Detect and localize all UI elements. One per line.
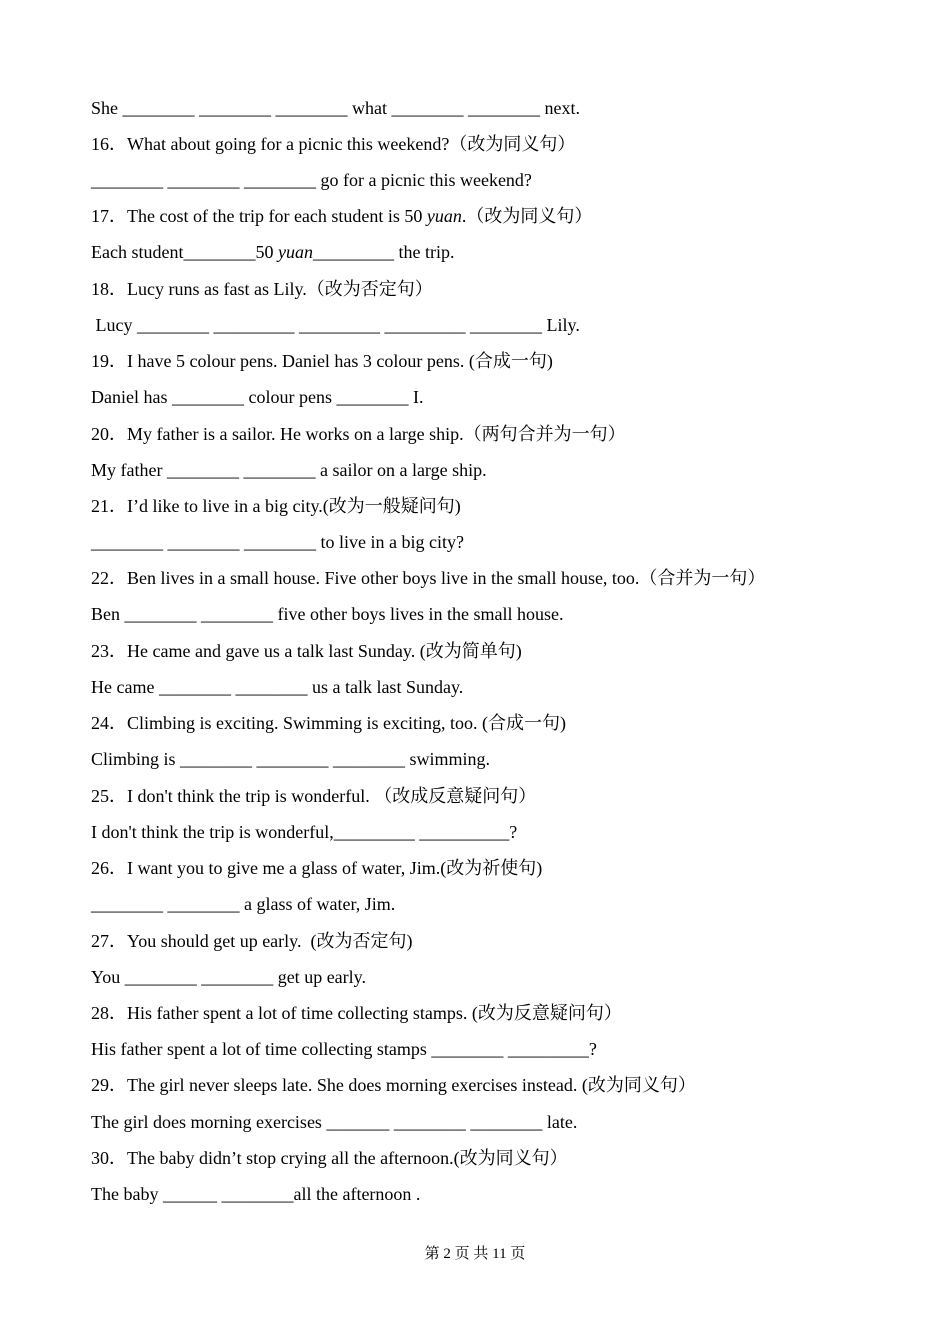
answer-line-16: ________ ________ ________ go for a picnic this weekend? bbox=[91, 170, 532, 190]
question-25: 25．I don't think the trip is wonderful. （改成反意疑问句） bbox=[91, 786, 537, 806]
question-18: 18．Lucy runs as fast as Lily.（改为否定句） bbox=[91, 279, 433, 299]
answer-line-26: ________ ________ a glass of water, Jim. bbox=[91, 894, 396, 914]
answer-line-19: Daniel has ________ colour pens ________ I. bbox=[91, 387, 424, 407]
question-28: 28．His father spent a lot of time collecting stamps. (改为反意疑问句） bbox=[91, 1003, 622, 1023]
question-19: 19．I have 5 colour pens. Daniel has 3 colour pens. (合成一句) bbox=[91, 351, 553, 371]
question-24: 24．Climbing is exciting. Swimming is exciting, too. (合成一句) bbox=[91, 713, 566, 733]
answer-line-29: The girl does morning exercises _______ ________ ________ late. bbox=[91, 1112, 578, 1132]
question-29: 29．The girl never sleeps late. She does morning exercises instead. (改为同义句） bbox=[91, 1075, 696, 1095]
page-footer: 第 2 页 共 11 页 bbox=[424, 1246, 526, 1262]
answer-line-30: The baby ______ ________all the afternoon . bbox=[91, 1184, 421, 1204]
answer-line-22: Ben ________ ________ five other boys lives in the small house. bbox=[91, 604, 564, 624]
answer-line-18: Lucy ________ _________ _________ _________ ________ Lily. bbox=[91, 315, 580, 335]
question-23: 23．He came and gave us a talk last Sunday. (改为简单句) bbox=[91, 641, 522, 661]
question-26: 26．I want you to give me a glass of water, Jim.(改为祈使句) bbox=[91, 858, 543, 878]
answer-line-17: Each student________50 yuan_________ the trip. bbox=[91, 242, 455, 262]
answer-line-15: She ________ ________ ________ what ________ ________ next. bbox=[91, 98, 580, 118]
question-30: 30．The baby didn’t stop crying all the afternoon.(改为同义句） bbox=[91, 1148, 568, 1168]
answer-line-21: ________ ________ ________ to live in a big city? bbox=[91, 532, 464, 552]
answer-line-27: You ________ ________ get up early. bbox=[91, 967, 366, 987]
question-20: 20．My father is a sailor. He works on a large ship.（两句合并为一句） bbox=[91, 424, 626, 444]
question-27: 27．You should get up early. (改为否定句) bbox=[91, 931, 413, 951]
answer-line-28: His father spent a lot of time collecting stamps ________ _________? bbox=[91, 1039, 597, 1059]
answer-line-20: My father ________ ________ a sailor on a large ship. bbox=[91, 460, 487, 480]
question-22: 22．Ben lives in a small house. Five other boys live in the small house, too.（合并为一句） bbox=[91, 568, 766, 588]
answer-line-25: I don't think the trip is wonderful,_________ __________? bbox=[91, 822, 518, 842]
answer-line-23: He came ________ ________ us a talk last Sunday. bbox=[91, 677, 464, 697]
answer-line-24: Climbing is ________ ________ ________ swimming. bbox=[91, 749, 491, 769]
question-21: 21．I’d like to live in a big city.(改为一般疑问句) bbox=[91, 496, 461, 516]
question-16: 16．What about going for a picnic this weekend?（改为同义句） bbox=[91, 134, 576, 154]
question-17: 17．The cost of the trip for each student is 50 yuan.（改为同义句） bbox=[91, 206, 593, 226]
